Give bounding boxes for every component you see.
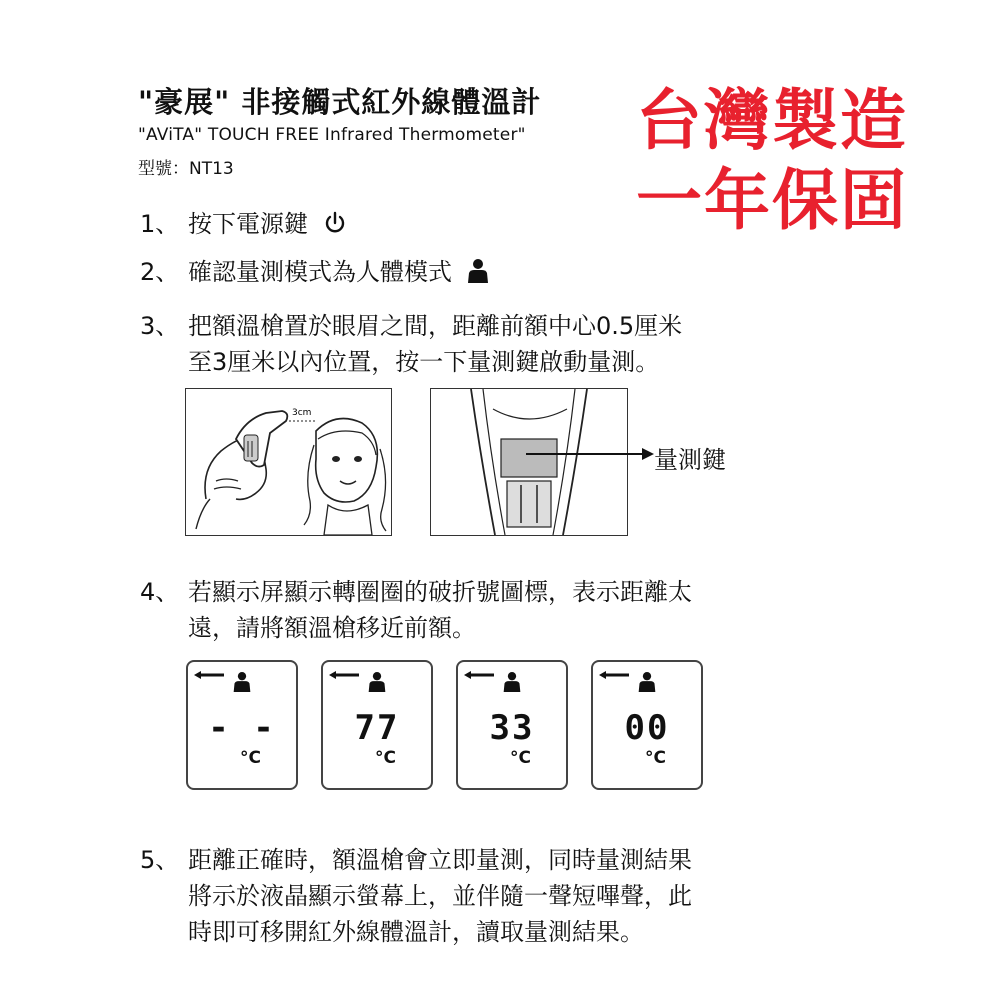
arrow-right-icon [526,446,654,462]
step-1 [140,206,348,242]
made-in-taiwan-badge: 台灣製造 [636,82,908,159]
step-number: 4、 [140,578,180,606]
lcd-reading: - - [208,708,276,748]
person-icon [466,258,490,284]
person-icon [367,670,387,694]
step-number: 2、 [140,258,180,286]
step-text: 把額溫槍置於眼眉之間，距離前額中心0.5厘米 [188,312,683,340]
person-icon [502,670,522,694]
lcd-unit: °C [645,748,666,768]
power-icon [322,210,348,236]
person-icon [637,670,657,694]
device-button-illustration [430,388,628,536]
step-2 [140,254,490,290]
lcd-reading: 00 [624,708,670,748]
step-text: 將示於液晶顯示螢幕上，並伴隨一聲短嗶聲，此 [188,882,692,910]
step-number: 5、 [140,846,180,874]
lcd-panel [321,660,433,790]
lcd-unit: °C [240,748,261,768]
step-number: 1、 [140,210,180,238]
step-text: 至3厘米以內位置，按一下量測鍵啟動量測。 [188,348,660,376]
step-text: 遠，請將額溫槍移近前額。 [188,614,476,642]
step-5 [140,842,692,950]
step-4 [140,574,692,646]
distance-arrow-icon [599,670,629,680]
lcd-reading: 77 [354,708,400,748]
measurement-illustration [185,388,392,536]
distance-arrow-icon [464,670,494,680]
lcd-unit: °C [510,748,531,768]
person-icon [232,670,252,694]
step-text: 若顯示屏顯示轉圈圈的破折號圖標，表示距離太 [188,578,692,606]
model-number: 型號：NT13 [138,159,234,179]
lcd-unit: °C [375,748,396,768]
step-text: 時即可移開紅外線體溫計，讀取量測結果。 [188,918,644,946]
step-3 [140,308,682,380]
measure-key-label: 量測鍵 [654,446,726,474]
step-number: 3、 [140,312,180,340]
document-title: "豪展" 非接觸式紅外線體溫計 [138,85,542,119]
lcd-panel [186,660,298,790]
distance-label: 3cm [292,408,312,418]
step-text: 按下電源鍵 [188,210,308,238]
step-text: 確認量測模式為人體模式 [188,258,452,286]
lcd-panel [591,660,703,790]
distance-arrow-icon [329,670,359,680]
step-text: 距離正確時，額溫槍會立即量測，同時量測結果 [188,846,692,874]
lcd-reading: 33 [489,708,535,748]
warranty-badge: 一年保固 [636,162,908,239]
document-subtitle: "AViTA" TOUCH FREE Infrared Thermometer" [138,125,526,145]
distance-arrow-icon [194,670,224,680]
lcd-panel [456,660,568,790]
